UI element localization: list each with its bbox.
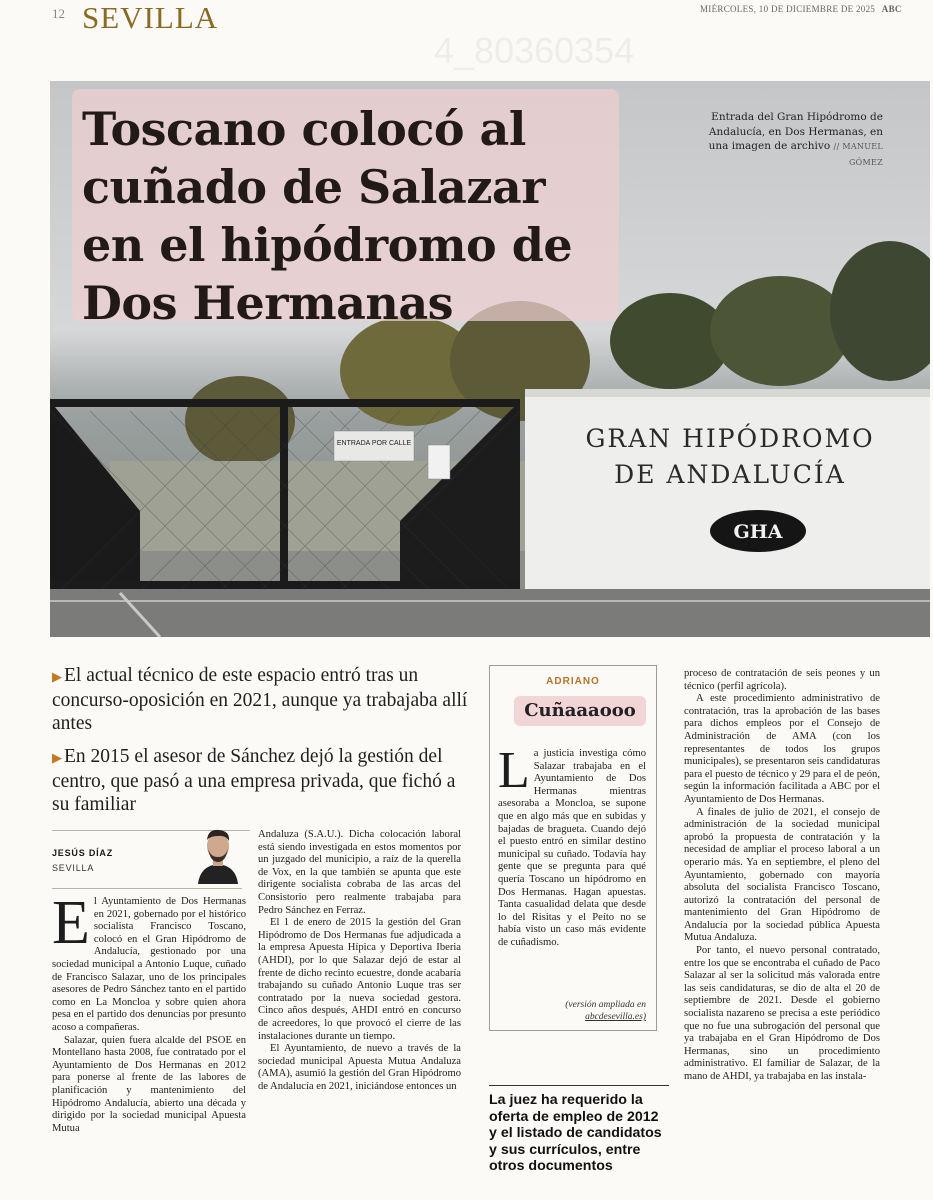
opinion-footer [498, 999, 646, 1023]
byline-author: JESÚS DÍAZ [52, 848, 114, 858]
paragraph: A finales de julio de 2021, el consejo de administración de la sociedad municipal aprobó la propuesta de contratación y la necesidad de ampliar el proceso laboral a un operario más. Ya en septiembre, el pleno del Ayuntamiento, gobernado con mayoría absoluta del socialista Francisco Toscano, autorizó la contratación del personal de mantenimiento del Gran Hipódromo de Andalucía por la sociedad pública Apuesta Mutua Andaluza. [684, 806, 880, 944]
opinion-body: a justicia investiga cómo Salazar trabajaba en el Ayuntamiento de Dos Hermanas mientras asesoraba a Moncloa, se supone que en algo más que en subidas y bajadas de bragueta. Cuando dejó el puesto entró en similar destino municipal su cuñado. Todavía hay gente que se pregunta para qué quería Toscano un hipódromo en Dos Hermanas. Hagan apuestas. Tanta casualidad delata que desde lo del Risitas y el Peíto no se había visto un caso más evidente de cuñadismo. [498, 748, 646, 948]
section-title: SEVILLA [82, 0, 219, 35]
article-column-2 [258, 829, 461, 1093]
article-column-1 [52, 889, 246, 1135]
paragraph: A este procedimiento administrativo de contratación, tras la aprobación de las bases para dichos empleos por el Consejo de Administración de AMA (con los representantes de todos los grupos municipales), se presentaron seis candidaturas para el puesto de técnico y 29 para el de peón, según la información facilitada a ABC por el Ayuntamiento de Dos Hermanas. [684, 693, 880, 805]
bullet-text: El actual técnico de este espacio entró tras un concurso-oposición en 2021, aunque ya trabajaba allí antes [52, 665, 468, 734]
author-avatar [192, 826, 244, 884]
watermark: 4_80360354 [434, 30, 635, 71]
article-column-4 [684, 668, 880, 1084]
opinion-footer-text: (versión ampliada en [565, 1000, 646, 1010]
photo-caption [708, 110, 883, 170]
opinion-link[interactable]: abcdesevilla.es) [585, 1012, 646, 1022]
summary-bullet-2 [52, 745, 472, 817]
gate-sign-text: ENTRADA POR CALLE [336, 440, 412, 447]
pullquote: La juez ha requerido la oferta de empleo de 2012 y el listado de candidatos y sus currículos, entre otros documentos [489, 1092, 662, 1174]
opinion-author: ADRIANO [546, 676, 600, 687]
paragraph: Por tanto, el nuevo personal contratado, entre los que se encontraba el cuñado de Paco Salazar al ser la solicitud más valorada entre las seis candidaturas, se dio de alta el 20 de septiembre de 2021. Desde el gobierno socialista nazareno se precisa a este periódico que no fue una subrogación del personal que ya trabajaba en el Gran Hipódromo de Dos Hermanas, sino un procedimiento administrativo. El familiar de Salazar, de la mano de AHDI, ya trabajaba en las instala- [684, 945, 880, 1082]
dropcap: E [52, 889, 90, 957]
opinion-title: Cuñaaaooo [514, 696, 646, 726]
summary-bullet-1 [52, 664, 472, 736]
bullet-text: En 2015 el asesor de Sánchez dejó la gestión del centro, que pasó a una empresa privada, que fichó a su familiar [52, 746, 456, 815]
headline: Toscano colocó al cuñado de Salazar en el hipódromo de Dos Hermanas [82, 102, 573, 330]
page-number: 12 [52, 6, 65, 21]
paragraph: Salazar, quien fuera alcalde del PSOE en Montellano hasta 2008, fue contratado por el Ayuntamiento de Dos Hermanas en 2012 para ponerse al frente de las labores de planificación y mantenimiento del Hipódromo Andalucía, abierto una década y dirigido por la sociedad municipal Apuesta Mutua [52, 1034, 246, 1134]
publication-name: ABC [881, 4, 902, 14]
paragraph: El Ayuntamiento, de nuevo a través de la sociedad municipal Apuesta Mutua Andaluza (AMA), asumió la gestión del Gran Hipódromo de Andalucía en 2021, iniciándose entonces un [258, 1043, 461, 1092]
opinion-text [498, 742, 646, 950]
opinion-dropcap: L [498, 742, 530, 799]
paragraph: El 1 de enero de 2015 la gestión del Gran Hipódromo de Dos Hermanas fue adjudicada a la empresa Apuesta Hípica y Deportiva Iberia (AHDI), por lo que Salazar dejó de estar al frente de dicho recinto ecuestre, donde acabaría trabajando su cuñado Antonio Luque tras ser contratado por la nueva sociedad gestora. Cinco años después, AHDI entró en concurso de acreedores, lo que provocó el cierre de las instalaciones durante un tiempo. [258, 917, 461, 1042]
gha-logo: GHA [733, 521, 783, 543]
wall-text-line2: DE ANDALUCÍA [614, 460, 846, 489]
byline-city: SEVILLA [52, 863, 95, 873]
paragraph: proceso de contratación de seis peones y un técnico (perfil agrícola). [684, 668, 880, 692]
bullet-triangle-icon: ▶ [52, 750, 62, 765]
opinion-box [489, 665, 657, 1031]
caption-text: Entrada del Gran Hipódromo de Andalucía, en Dos Hermanas, en una imagen de archivo [708, 111, 883, 152]
photo-credit: // MANUEL GÓMEZ [833, 142, 883, 167]
paragraph: l Ayuntamiento de Dos Hermanas en 2021, gobernado por el histórico socialista Francisco Toscano, colocó en el Gran Hipódromo de Andalucía, gestionado por una sociedad municipal a Antonio Luque, cuñado de Francisco Salazar, uno de los principales asesores de Pedro Sánchez tanto en el partido como en La Moncloa y sobre quien ahora pesa en el partido dos denuncias por presunto acoso a compañeras. [52, 896, 246, 1033]
dateline [700, 4, 902, 14]
date-text: MIÉRCOLES, 10 DE DICIEMBRE DE 2025 [700, 4, 876, 14]
bullet-triangle-icon: ▶ [52, 669, 62, 684]
paragraph: Andaluza (S.A.U.). Dicha colocación laboral está siendo investigada en estos momentos por un juzgado del municipio, a raíz de la querella de Vox, en la que también se apunta que este dirigente socialista cobraba de las arcas del Consistorio pero realmente trabajaba para Pedro Sánchez en Ferraz. [258, 829, 461, 916]
pullquote-rule [489, 1085, 669, 1086]
wall-text-line1: GRAN HIPÓDROMO [585, 424, 875, 453]
